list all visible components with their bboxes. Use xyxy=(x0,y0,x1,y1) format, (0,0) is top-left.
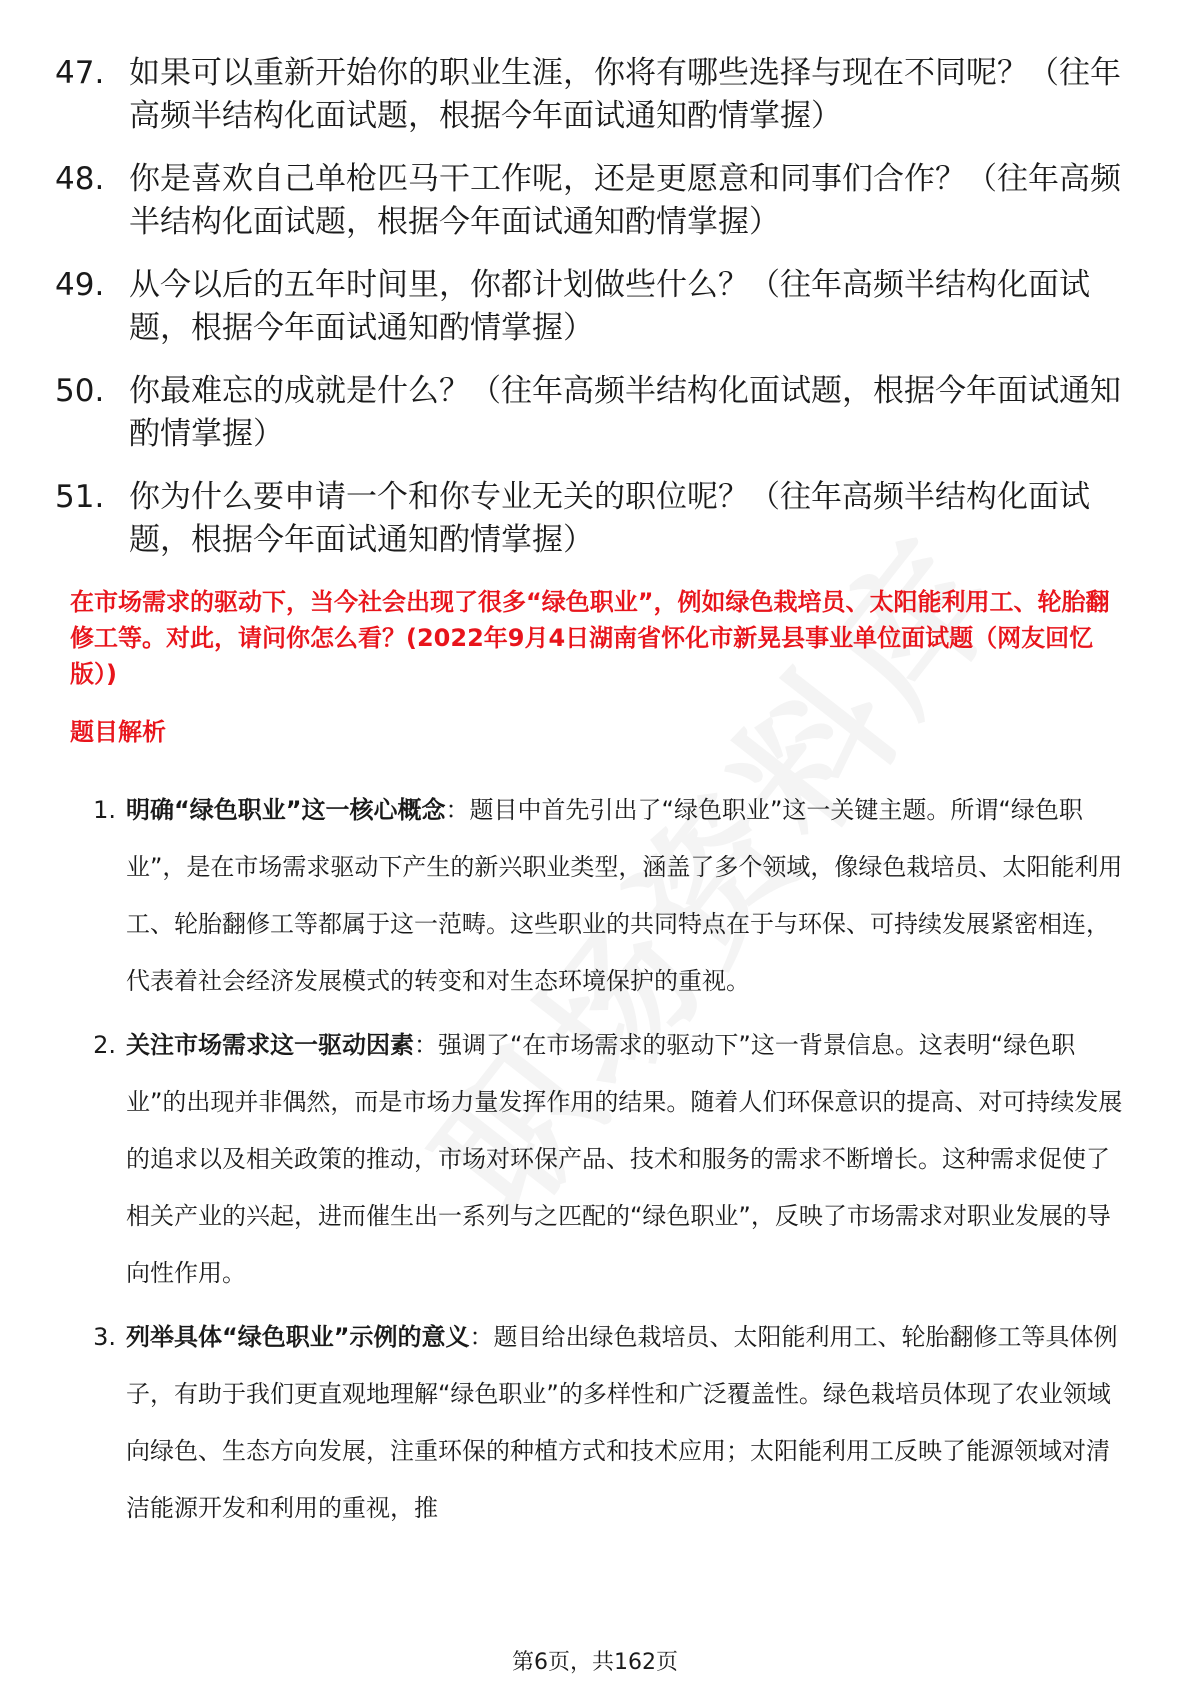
question-number: 47. xyxy=(55,55,105,91)
point-text: ：强调了“在市场需求的驱动下”这一背景信息。这表明“绿色职业”的出现并非偶然，而是市场力量发挥作用的结果。随着人们环保意识的提高、对可持续发展的追求以及相关政策的推动，市场对环保产品、技术和服务的需求不断增长。这种需求促使了相关产业的兴起，进而催生出一系列与之匹配的“绿色职业”，反映了市场需求对职业发展的导向性作用。 xyxy=(126,1031,1123,1287)
page-footer: 第6页，共162页 xyxy=(512,1650,678,1675)
point-body xyxy=(126,782,1125,1010)
analysis-heading: 题目解析 xyxy=(70,718,166,746)
analysis-point xyxy=(70,1017,1125,1302)
question-text: 从今以后的五年时间里，你都计划做些什么？（往年高频半结构化面试题，根据今年面试通知酌情掌握） xyxy=(129,267,1090,346)
question-list xyxy=(55,52,1135,582)
question-item xyxy=(55,52,1135,138)
point-body xyxy=(126,1309,1125,1537)
question-item xyxy=(55,158,1135,244)
point-number: 1. xyxy=(93,796,116,824)
point-text: ：题目给出绿色栽培员、太阳能利用工、轮胎翻修工等具体例子，有助于我们更直观地理解“绿色职业”的多样性和广泛覆盖性。绿色栽培员体现了农业领域向绿色、生态方向发展，注重环保的种植方式和技术应用；太阳能利用工反映了能源领域对清洁能源开发和利用的重视，推 xyxy=(126,1323,1118,1522)
analysis-point xyxy=(70,1309,1125,1537)
question-number: 49. xyxy=(55,267,105,303)
question-number: 50. xyxy=(55,373,105,409)
question-text: 如果可以重新开始你的职业生涯，你将有哪些选择与现在不同呢？（往年高频半结构化面试题，根据今年面试通知酌情掌握） xyxy=(129,55,1121,134)
analysis-points xyxy=(70,782,1125,1544)
point-heading: 明确“绿色职业”这一核心概念 xyxy=(126,796,446,824)
question-text: 你是喜欢自己单枪匹马干工作呢，还是更愿意和同事们合作？（往年高频半结构化面试题，根据今年面试通知酌情掌握） xyxy=(129,161,1121,240)
point-number: 2. xyxy=(93,1031,116,1059)
question-item xyxy=(55,264,1135,350)
question-text: 你最难忘的成就是什么？（往年高频半结构化面试题，根据今年面试通知酌情掌握） xyxy=(129,373,1121,452)
section-title: 在市场需求的驱动下，当今社会出现了很多“绿色职业”，例如绿色栽培员、太阳能利用工、轮胎翻修工等。对此，请问你怎么看？(2022年9月4日湖南省怀化市新晃县事业单位面试题（网友回忆版）) xyxy=(70,588,1110,688)
question-text: 你为什么要申请一个和你专业无关的职位呢？（往年高频半结构化面试题，根据今年面试通知酌情掌握） xyxy=(129,479,1090,558)
point-number: 3. xyxy=(93,1323,116,1351)
analysis-point xyxy=(70,782,1125,1010)
point-heading: 列举具体“绿色职业”示例的意义 xyxy=(126,1323,470,1351)
question-number: 51. xyxy=(55,479,105,515)
point-heading: 关注市场需求这一驱动因素 xyxy=(126,1031,414,1059)
question-item xyxy=(55,476,1135,562)
question-number: 48. xyxy=(55,161,105,197)
question-item xyxy=(55,370,1135,456)
point-body xyxy=(126,1017,1125,1302)
point-text: ：题目中首先引出了“绿色职业”这一关键主题。所谓“绿色职业”，是在市场需求驱动下产生的新兴职业类型，涵盖了多个领域，像绿色栽培员、太阳能利用工、轮胎翻修工等都属于这一范畴。这些职业的共同特点在于与环保、可持续发展紧密相连，代表着社会经济发展模式的转变和对生态环境保护的重视。 xyxy=(126,796,1123,995)
